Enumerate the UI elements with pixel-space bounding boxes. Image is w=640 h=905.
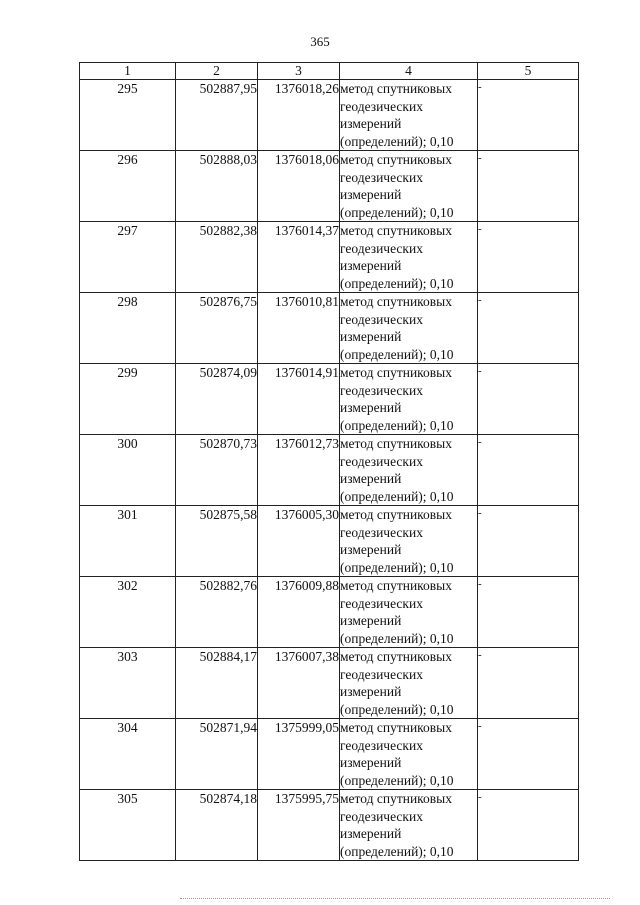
point-number-cell: 299 xyxy=(80,364,176,435)
note-cell: - xyxy=(478,719,579,790)
method-cell: метод спутниковых геодезических измерений (определений); 0,10 xyxy=(340,222,478,293)
y-coordinate-cell: 1376014,91 xyxy=(258,364,340,435)
point-number-cell: 305 xyxy=(80,790,176,861)
method-cell: метод спутниковых геодезических измерений (определений); 0,10 xyxy=(340,364,478,435)
table-header xyxy=(80,63,579,80)
coordinates-table xyxy=(79,62,579,861)
y-coordinate-cell: 1376005,30 xyxy=(258,506,340,577)
table-row xyxy=(80,648,579,719)
method-cell: метод спутниковых геодезических измерений (определений); 0,10 xyxy=(340,151,478,222)
y-coordinate-cell: 1376010,81 xyxy=(258,293,340,364)
note-cell: - xyxy=(478,151,579,222)
table-body xyxy=(80,80,579,861)
point-number-cell: 295 xyxy=(80,80,176,151)
x-coordinate-cell: 502882,38 xyxy=(176,222,258,293)
x-coordinate-cell: 502882,76 xyxy=(176,577,258,648)
x-coordinate-cell: 502874,18 xyxy=(176,790,258,861)
method-cell: метод спутниковых геодезических измерений (определений); 0,10 xyxy=(340,80,478,151)
point-number-cell: 301 xyxy=(80,506,176,577)
table-row xyxy=(80,790,579,861)
method-cell: метод спутниковых геодезических измерений (определений); 0,10 xyxy=(340,506,478,577)
column-header-5: 5 xyxy=(478,63,579,80)
method-cell: метод спутниковых геодезических измерений (определений); 0,10 xyxy=(340,435,478,506)
x-coordinate-cell: 502887,95 xyxy=(176,80,258,151)
table-row xyxy=(80,364,579,435)
y-coordinate-cell: 1376009,88 xyxy=(258,577,340,648)
table-row xyxy=(80,80,579,151)
x-coordinate-cell: 502875,58 xyxy=(176,506,258,577)
point-number-cell: 303 xyxy=(80,648,176,719)
y-coordinate-cell: 1375999,05 xyxy=(258,719,340,790)
x-coordinate-cell: 502871,94 xyxy=(176,719,258,790)
x-coordinate-cell: 502874,09 xyxy=(176,364,258,435)
y-coordinate-cell: 1376007,38 xyxy=(258,648,340,719)
table-row xyxy=(80,435,579,506)
note-cell: - xyxy=(478,364,579,435)
method-cell: метод спутниковых геодезических измерений (определений); 0,10 xyxy=(340,790,478,861)
point-number-cell: 302 xyxy=(80,577,176,648)
column-header-3: 3 xyxy=(258,63,340,80)
method-cell: метод спутниковых геодезических измерений (определений); 0,10 xyxy=(340,719,478,790)
y-coordinate-cell: 1376014,37 xyxy=(258,222,340,293)
table-row xyxy=(80,222,579,293)
note-cell: - xyxy=(478,222,579,293)
y-coordinate-cell: 1375995,75 xyxy=(258,790,340,861)
point-number-cell: 296 xyxy=(80,151,176,222)
note-cell: - xyxy=(478,293,579,364)
table-row xyxy=(80,293,579,364)
point-number-cell: 300 xyxy=(80,435,176,506)
column-header-4: 4 xyxy=(340,63,478,80)
table-row xyxy=(80,151,579,222)
method-cell: метод спутниковых геодезических измерений (определений); 0,10 xyxy=(340,577,478,648)
scan-noise-line xyxy=(180,898,610,901)
method-cell: метод спутниковых геодезических измерений (определений); 0,10 xyxy=(340,293,478,364)
table-row xyxy=(80,577,579,648)
note-cell: - xyxy=(478,648,579,719)
note-cell: - xyxy=(478,577,579,648)
point-number-cell: 298 xyxy=(80,293,176,364)
note-cell: - xyxy=(478,80,579,151)
x-coordinate-cell: 502870,73 xyxy=(176,435,258,506)
header-row xyxy=(80,63,579,80)
x-coordinate-cell: 502876,75 xyxy=(176,293,258,364)
table-row xyxy=(80,719,579,790)
y-coordinate-cell: 1376018,06 xyxy=(258,151,340,222)
x-coordinate-cell: 502884,17 xyxy=(176,648,258,719)
page-number: 365 xyxy=(310,34,330,49)
point-number-cell: 304 xyxy=(80,719,176,790)
y-coordinate-cell: 1376018,26 xyxy=(258,80,340,151)
x-coordinate-cell: 502888,03 xyxy=(176,151,258,222)
note-cell: - xyxy=(478,790,579,861)
note-cell: - xyxy=(478,435,579,506)
note-cell: - xyxy=(478,506,579,577)
point-number-cell: 297 xyxy=(80,222,176,293)
method-cell: метод спутниковых геодезических измерений (определений); 0,10 xyxy=(340,648,478,719)
column-header-2: 2 xyxy=(176,63,258,80)
column-header-1: 1 xyxy=(80,63,176,80)
y-coordinate-cell: 1376012,73 xyxy=(258,435,340,506)
table-row xyxy=(80,506,579,577)
